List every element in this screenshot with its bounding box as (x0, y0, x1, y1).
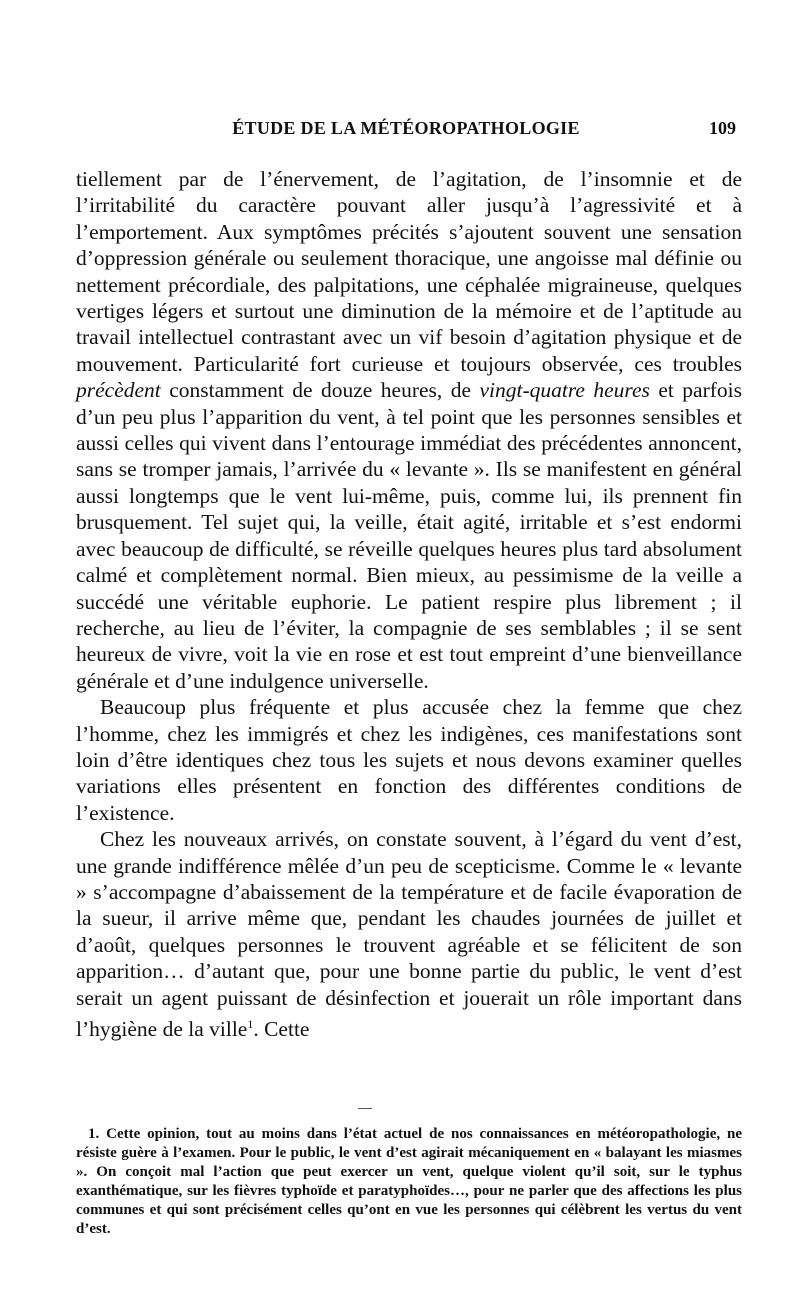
paragraph-3-tail: . Cette (253, 1017, 310, 1042)
footnote-reference[interactable]: 1 (247, 1017, 254, 1031)
running-title: ÉTUDE DE LA MÉTÉOROPATHOLOGIE (232, 118, 580, 138)
paragraph-1-part-b: constamment de douze heures, de (160, 378, 480, 403)
running-head (76, 118, 736, 148)
emphasis-precedent: précèdent (76, 378, 161, 403)
emphasis-vingt-quatre-heures: vingt-quatre heures (479, 378, 650, 403)
footnotes (76, 1125, 742, 1239)
paragraph-1-part-a: tiellement par de l’énervement, de l’agitation, de l’insomnie et de l’irritabilité du caractère pouvant aller jusqu’à l’agressivité et à l’emportement. Aux symptômes précités s’ajoutent souvent une sensation d’oppression générale ou seulement thoracique, une angoisse mal définie ou nettement précordiale, des palpitations, une céphalée migraineuse, quelques vertiges légers et surtout une diminution de la mémoire et de l’aptitude au travail intellectuel contrastant avec un vif besoin d’agitation physique et de mouvement. Particularité fort curieuse et toujours observée, ces troubles (76, 167, 742, 376)
footnote-separator (358, 1108, 372, 1109)
page-number: 109 (709, 118, 736, 138)
paragraph-3-text: Chez les nouveaux arrivés, on constate souvent, à l’égard du vent d’est, une grande indifférence mêlée d’un peu de scepticisme. Comme le « levante » s’accompagne d’abaissement de la température et de facile évaporation de la sueur, il arrive même que, pendant les chaudes journées de juillet et d’août, quelques personnes le trouvent agréable et se félicitent de son apparition… d’autant que, pour une bonne partie du public, le vent d’est serait un agent puissant de désinfection et jouerait un rôle important dans l’hygiène de la ville (76, 827, 742, 1042)
paragraph-1-part-c: et parfois d’un peu plus l’apparition du vent, à tel point que les personnes sensibles et aussi celles qui vivent dans l’entourage immédiat des précédentes annoncent, sans se tromper jamais, l’arrivée du « levante ». Ils se manifestent en général aussi longtemps que le vent lui-même, puis, comme lui, ils prennent fin brusquement. Tel sujet qui, la veille, était agité, irritable et s’est endormi avec beaucoup de difficulté, se réveille quelques heures plus tard absolument calmé et complètement normal. Bien mieux, au pessimisme de la veille a succédé une véritable euphorie. Le patient respire plus librement ; il recherche, au lieu de l’éviter, la compagnie de ses semblables ; il se sent heureux de vivre, voit la vie en rose et est tout empreint d’une bienveillance générale et d’une indulgence universelle. (76, 378, 743, 693)
paragraph-3 (76, 826, 742, 1042)
footnote-1: 1. Cette opinion, tout au moins dans l’état actuel de nos connaissances en météoropathologie, ne résiste guère à l’examen. Pour le public, le vent d’est agirait mécaniquement en « balayant les miasmes ». On conçoit mal l’action que peut exercer un vent, quelque violent qu’il soit, sur le typhus exanthématique, sur les fièvres typhoïde et paratyphoïdes…, pour ne parler que des affections les plus communes et qui sont précisément celles qu’ont en vue les personnes qui célèbrent les vertus du vent d’est. (76, 1126, 742, 1237)
paragraph-1 (76, 166, 742, 694)
paragraph-2: Beaucoup plus fréquente et plus accusée chez la femme que chez l’homme, chez les immigrés et chez les indigènes, ces manifestations sont loin d’être identiques chez tous les sujets et nous devons examiner quelles variations elles présentent en fonction des différentes conditions de l’existence. (76, 695, 742, 825)
body-text (76, 166, 742, 1043)
